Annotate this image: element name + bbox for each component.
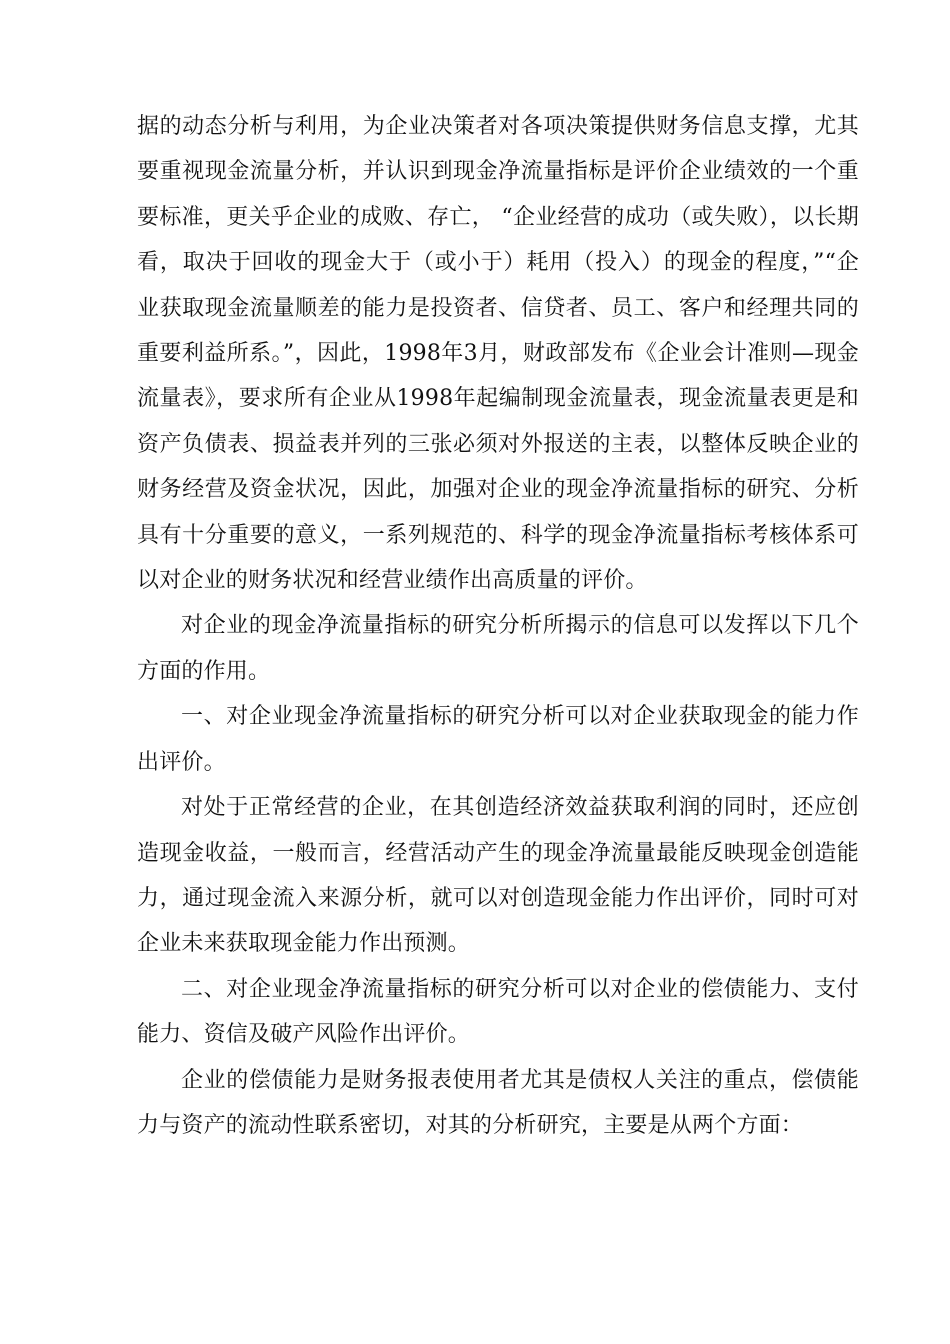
paragraph-solvency: 企业的偿债能力是财务报表使用者尤其是债权人关注的重点，偿债能力与资产的流动性联系密切，对其的分析研究，主要是从两个方面： bbox=[137, 1067, 859, 1138]
section-heading-two: 二、对企业现金净流量指标的研究分析可以对企业的偿债能力、支付能力、资信及破产风险作出评价。 bbox=[137, 976, 859, 1048]
section-heading-one: 一、对企业现金净流量指标的研究分析可以对企业获取现金的能力作出评价。 bbox=[137, 704, 859, 775]
paragraph-intro-roles: 对企业的现金净流量指标的研究分析所揭示的信息可以发挥以下几个方面的作用。 bbox=[137, 613, 859, 684]
paragraph-cash-capability: 对处于正常经营的企业，在其创造经济效益获取利润的同时，还应创造现金收益，一般而言，经营活动产生的现金净流量最能反映现金创造能力，通过现金流入来源分析，就可以对创造现金能力作出评价，同时可对企业未来获取现金能力作出预测。 bbox=[137, 795, 859, 957]
document-body bbox=[137, 104, 859, 1148]
paragraph-continuation: 据的动态分析与利用，为企业决策者对各项决策提供财务信息支撑，尤其要重视现金流量分析，并认识到现金净流量指标是评价企业绩效的一个重要标准，更关乎企业的成败、存亡， “企业经营的成功（或失败），以长期看，取决于回收的现金大于（或小于）耗用（投入）的现金的程度，”“企业获取现金流量顺差的能力是投资者、信贷者、员工、客户和经理共同的重要利益所系。”，因此，1998年3月，财政部发布《企业会计准则—现金流量表》，要求所有企业从1998年起编制现金流量表，现金流量表更是和资产负债表、损益表并列的三张必须对外报送的主表，以整体反映企业的财务经营及资金状况，因此，加强对企业的现金净流量指标的研究、分析具有十分重要的意义，一系列规范的、科学的现金净流量指标考核体系可以对企业的财务状况和经营业绩作出高质量的评价。 bbox=[137, 114, 859, 594]
